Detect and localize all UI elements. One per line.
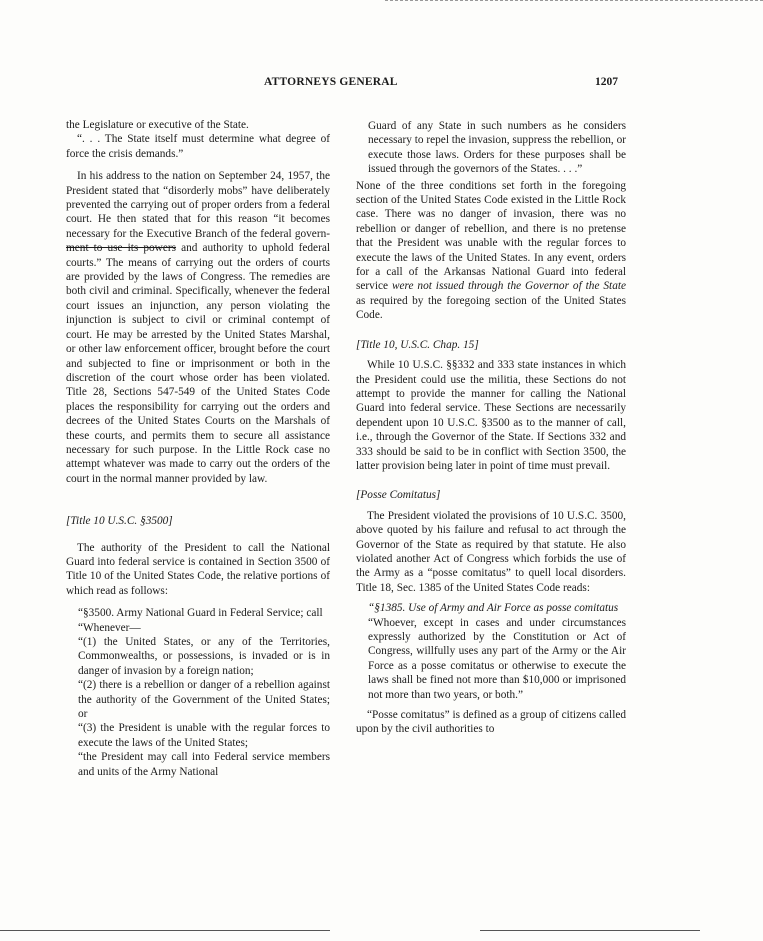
footer-rule — [480, 930, 700, 931]
paragraph: the Legislature or executive of the State. — [66, 119, 249, 131]
footer-rule — [0, 930, 330, 931]
section-heading: [Posse Comitatus] — [356, 489, 441, 502]
paragraph-text: In his address to the nation on September 24, 1957, the President stated that “disorderly mobs” have deliberately prevented the carrying out of proper orders from a federal court. He then stated that for this reason “it becomes necessary for the Executive Branch of the federal govern- — [66, 170, 330, 240]
section-heading: [Title 10 U.S.C. §3500] — [66, 515, 173, 528]
section-heading: [Title 10, U.S.C. Chap. 15] — [356, 338, 479, 351]
paragraph — [356, 179, 626, 323]
quote-line: “§1385. Use of Army and Air Force as posse comitatus — [368, 602, 619, 615]
paragraph-text: None of the three conditions set forth in the foregoing section of the United States Code existed in the Little Rock case. There was no danger of invasion, there was no rebellion or danger of rebellion, and there is no pretense that the President was unable with the regular forces to execute the laws of the United States. In any event, orders for a call of the Arkansas National Guard into federal service — [356, 179, 626, 293]
quote-line: “the President may call into Federal service members and units of the Army National — [78, 751, 330, 778]
left-column — [66, 118, 330, 779]
statute-quote — [356, 601, 626, 702]
paragraph-text: and authority to uphold federal courts.” The means of carrying out the orders of courts are provided by the laws of Congress. The remedies are both civil and criminal. Specifically, whenever the federal court issues an injunction, any person violating the injunction is subject to civil or criminal contempt of court. He may be arrested by the United States Marshal, or other law enforcement officer, brought before the court and subjected to fine or imprisonment or both in the discretion of the court whose order has been violated. Title 28, Sections 547-549 of the United States Code places the responsibility for carrying out the orders and decrees of the United States Courts on the Marshals of these courts, and permits them to secure all assistance necessary for such purpose. In the Little Rock case no attempt whatever was made to carry out the orders of the court in the normal manner provided by law. — [66, 242, 330, 485]
paragraph: The President violated the provisions of 10 U.S.C. 3500, above quoted by his failure and refusal to act through the Governor of the State as required by that statute. He also violated another Act of Congress which forbids the use of the Army as a “posse comitatus” to quell local disorders. Title 18, Sec. 1385 of the United States Code reads: — [356, 509, 626, 594]
paragraph: The authority of the President to call the National Guard into federal service is contained in Section 3500 of Title 10 of the United States Code, the relative portions of which read as follows: — [66, 541, 330, 597]
paragraph — [66, 169, 330, 486]
struck-text: ment to use its powers — [66, 242, 177, 255]
paragraph: While 10 U.S.C. §§332 and 333 state instances in which the President could use the militia, these Sections do not attempt to provide the manner for calling the National Guard into federal service. These Sections are necessarily dependent upon 10 U.S.C. §3500 as to the manner of call, i.e., through the Governor of the State. If Sections 332 and 333 should be said to be in conflict with Section 3500, the latter provision being later in point of time must prevail. — [356, 359, 626, 472]
quote-line: “Whenever— — [78, 621, 141, 634]
quote-line: “Whoever, except in cases and under circumstances expressly authorized by the Constitution or Act of Congress, willfully uses any part of the Army or the Air Force as a posse comitatus or otherwise to execute the laws shall be fined not more than $10,000 or imprisoned not more than two years, or both.” — [368, 616, 626, 701]
paragraph: “. . . The State itself must determine what degree of force the crisis demands.” — [66, 133, 330, 160]
quote-line: “§3500. Army National Guard in Federal Service; call — [78, 607, 323, 620]
statute-quote — [66, 606, 330, 779]
top-edge-marks — [385, 0, 763, 1]
quote-line: “(3) the President is unable with the regular forces to execute the laws of the United States; — [78, 722, 330, 749]
paragraph-text: as required by the foregoing section of the United States Code. — [356, 294, 626, 322]
quote-line: Guard of any State in such numbers as he considers necessary to repel the invasion, suppress the rebellion, or execute those laws. Orders for these purposes shall be issued through the governors of the States. . . .” — [368, 120, 626, 176]
paragraph: “Posse comitatus” is defined as a group of citizens called upon by the civil authorities to — [356, 709, 626, 736]
running-title: ATTORNEYS GENERAL — [264, 76, 398, 88]
page-header — [0, 76, 763, 92]
right-column — [356, 119, 626, 737]
page-number: 1207 — [595, 76, 618, 88]
quote-line: “(1) the United States, or any of the Territories, Commonwealths, or possessions, is invaded or is in danger of invasion by a foreign nation; — [78, 636, 330, 677]
quote-line: “(2) there is a rebellion or danger of a rebellion against the authority of the Government of the United States; or — [78, 679, 330, 721]
emphasis-text: were not issued through the Governor of the State — [391, 280, 626, 293]
statute-quote-continued — [356, 119, 626, 177]
